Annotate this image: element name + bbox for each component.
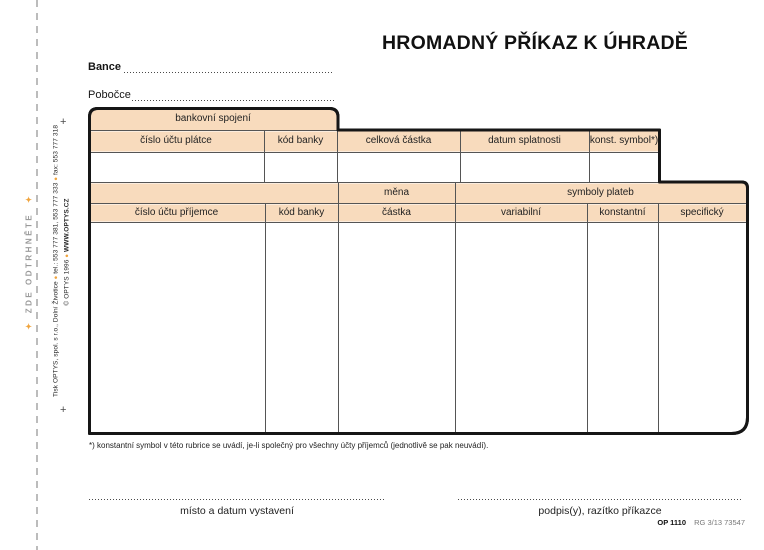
page-title: HROMADNÝ PŘÍKAZ K ÚHRADĚ bbox=[382, 32, 688, 54]
payer-col-account: číslo účtu plátce bbox=[140, 135, 212, 146]
payees-col-specific-symbol: specifický bbox=[680, 206, 724, 218]
printer-website: WWW.OPTYS.CZ bbox=[63, 198, 71, 252]
perforation-dashed-line bbox=[36, 0, 38, 550]
registration-mark-top: + bbox=[60, 116, 67, 128]
registration-mark-bottom: + bbox=[60, 404, 67, 416]
payer-entry-row bbox=[90, 153, 658, 182]
payer-col-due-date: datum splatnosti bbox=[488, 135, 561, 146]
tear-off-label bbox=[25, 196, 34, 329]
payees-currency-header: měna bbox=[383, 186, 409, 198]
printer-fax: fax: 553 777 318 bbox=[52, 124, 60, 175]
tear-mark-icon: ✦ bbox=[24, 322, 34, 330]
payer-col-const-symbol: konst. symbol*) bbox=[589, 135, 659, 146]
tear-off-text: ZDE ODTRHNĚTE bbox=[24, 212, 34, 314]
printer-info-line-2 bbox=[64, 198, 71, 305]
payer-col-bank-code: kód banky bbox=[277, 135, 324, 146]
order-tables bbox=[88, 107, 750, 439]
bank-fill-line bbox=[124, 71, 333, 73]
form-code-number: OP 1110 bbox=[657, 518, 687, 527]
payees-col-account: číslo účtu příjemce bbox=[134, 206, 219, 218]
bullet-icon: ● bbox=[64, 253, 71, 258]
copyright-text: © OPTYS 1996 bbox=[63, 259, 71, 306]
form-code bbox=[657, 518, 745, 527]
payees-col-variable-symbol: variabilní bbox=[500, 206, 542, 218]
place-date-label: místo a datum vystavení bbox=[180, 505, 294, 517]
payees-col-bank-code: kód banky bbox=[278, 206, 325, 218]
payer-group-header: bankovní spojení bbox=[175, 113, 251, 124]
printer-name: Tisk OPTYS, spol. s r.o., Dolní Životice bbox=[52, 281, 60, 398]
place-date-fill-line bbox=[89, 499, 385, 500]
branch-label: Pobočce bbox=[88, 89, 131, 101]
payees-col-constant-symbol: konstantní bbox=[599, 206, 646, 218]
branch-fill-line bbox=[132, 99, 335, 101]
bullet-icon: ● bbox=[53, 275, 60, 280]
payees-entry-area bbox=[90, 223, 746, 432]
signature-label: podpis(y), razítko příkazce bbox=[538, 505, 662, 517]
signature-fill-line bbox=[458, 499, 742, 500]
form-print-reference: RG 3/13 73547 bbox=[694, 518, 745, 527]
printer-phone: tel.: 553 777 381, 553 777 333 bbox=[52, 182, 60, 274]
payees-symbols-header: symboly plateb bbox=[567, 186, 634, 198]
payer-col-total-amount: celková částka bbox=[365, 135, 432, 146]
tear-mark-icon: ✦ bbox=[24, 196, 34, 204]
bullet-icon: ● bbox=[53, 176, 60, 181]
printer-info-line-1 bbox=[53, 125, 60, 397]
constant-symbol-footnote: *) konstantní symbol v této rubrice se uvádí, je-li společný pro všechny účty příjemců (jednotlivě se pak neuvádí). bbox=[89, 441, 489, 450]
bank-label: Bance bbox=[88, 61, 122, 73]
payees-col-amount: částka bbox=[382, 206, 411, 218]
